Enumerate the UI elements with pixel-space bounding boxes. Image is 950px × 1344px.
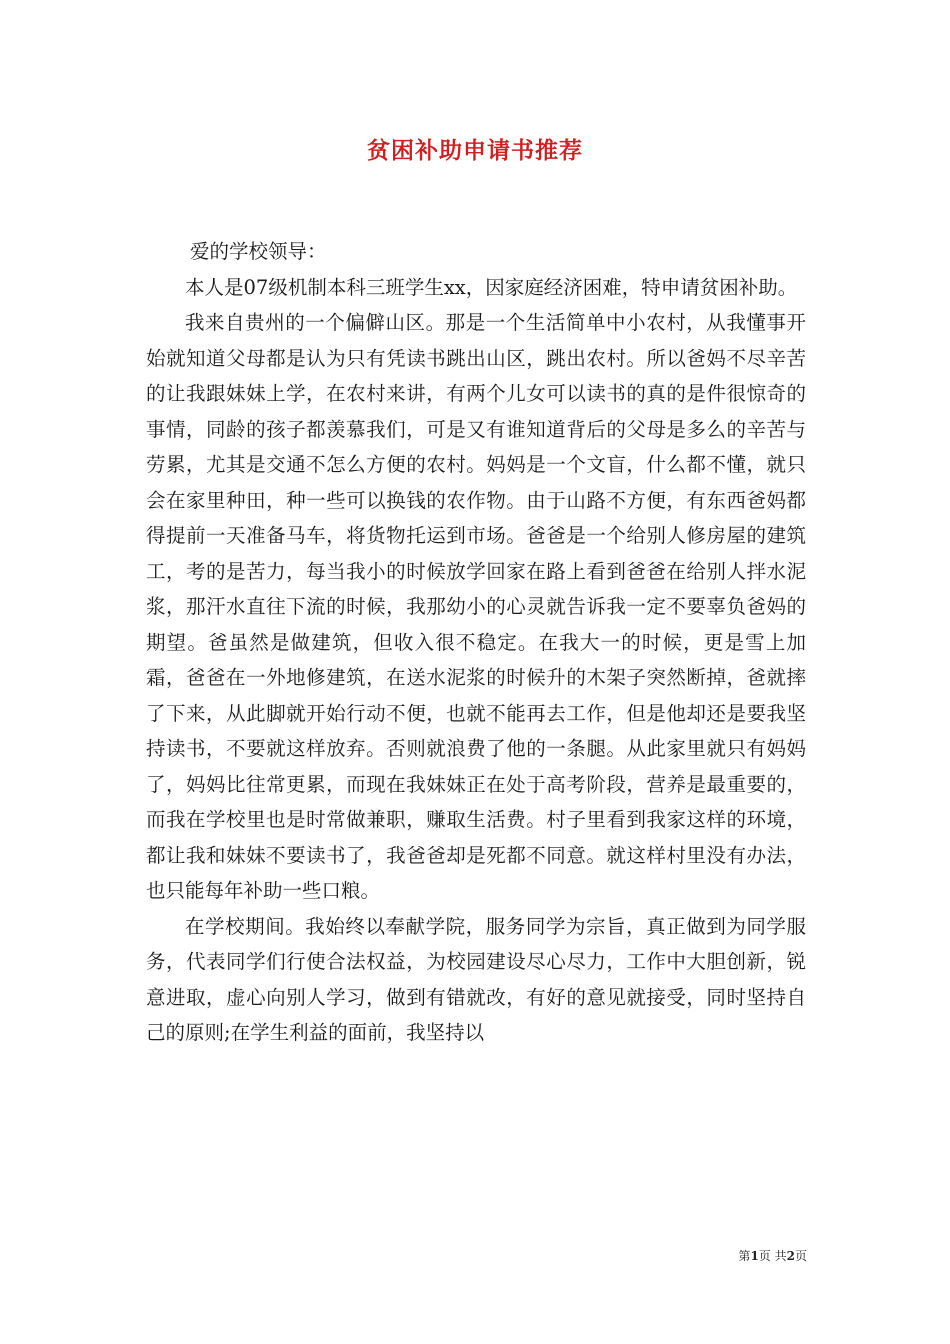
salutation: 爱的学校领导： [190,240,327,263]
page-number-footer [738,1247,807,1264]
footer-total-pages: 2 [786,1249,795,1263]
footer-current-page: 1 [750,1249,759,1263]
paragraph-intro: 本人是07级机制本科三班学生xx，因家庭经济困难，特申请贫困补助。 [185,275,798,299]
paragraph-school-period: 在学校期间。我始终以奉献学院，服务同学为宗旨，真正做到为同学服务，代表同学们行使合法权益，为校园建设尽心尽力，工作中大胆创新，锐意进取，虚心向别人学习，做到有错就改，有好的意见就接受，同时坚持自己的原则;在学生利益的面前，我坚持以 [146,914,806,1044]
footer-suffix: 页 [794,1249,807,1263]
page-title: 贫困补助申请书推荐 [367,137,583,164]
footer-prefix: 第 [738,1249,751,1263]
footer-middle: 页 共 [758,1249,787,1263]
letter-body [146,234,806,1051]
paragraph-family-background: 我来自贵州的一个偏僻山区。那是一个生活简单中小农村，从我懂事开始就知道父母都是认为只有凭读书跳出山区，跳出农村。所以爸妈不尽辛苦的让我跟妹妹上学，在农村来讲，有两个儿女可以读书的真的是件很惊奇的事情，同龄的孩子都羡慕我们，可是又有谁知道背后的父母是多么的辛苦与劳累，尤其是交通不怎么方便的农村。妈妈是一个文盲，什么都不懂，就只会在家里种田，种一些可以换钱的农作物。由于山路不方便，有东西爸妈都得提前一天准备马车，将货物托运到市场。爸爸是一个给别人修房屋的建筑工，考的是苦力，每当我小的时候放学回家在路上看到爸爸在给别人拌水泥浆，那汗水直往下流的时候，我那幼小的心灵就告诉我一定不要辜负爸妈的期望。爸虽然是做建筑，但收入很不稳定。在我大一的时候，更是雪上加霜，爸爸在一外地修建筑，在送水泥浆的时候升的木架子突然断掉，爸就摔了下来，从此脚就开始行动不便，也就不能再去工作，但是他却还是要我坚持读书，不要就这样放弃。否则就浪费了他的一条腿。从此家里就只有妈妈了，妈妈比往常更累，而现在我妹妹正在处于高考阶段，营养是最重要的，而我在学校里也是时常做兼职，赚取生活费。村子里看到我家这样的环境，都让我和妹妹不要读书了，我爸爸却是死都不同意。就这样村里没有办法，也只能每年补助一些口粮。 [146,311,806,902]
